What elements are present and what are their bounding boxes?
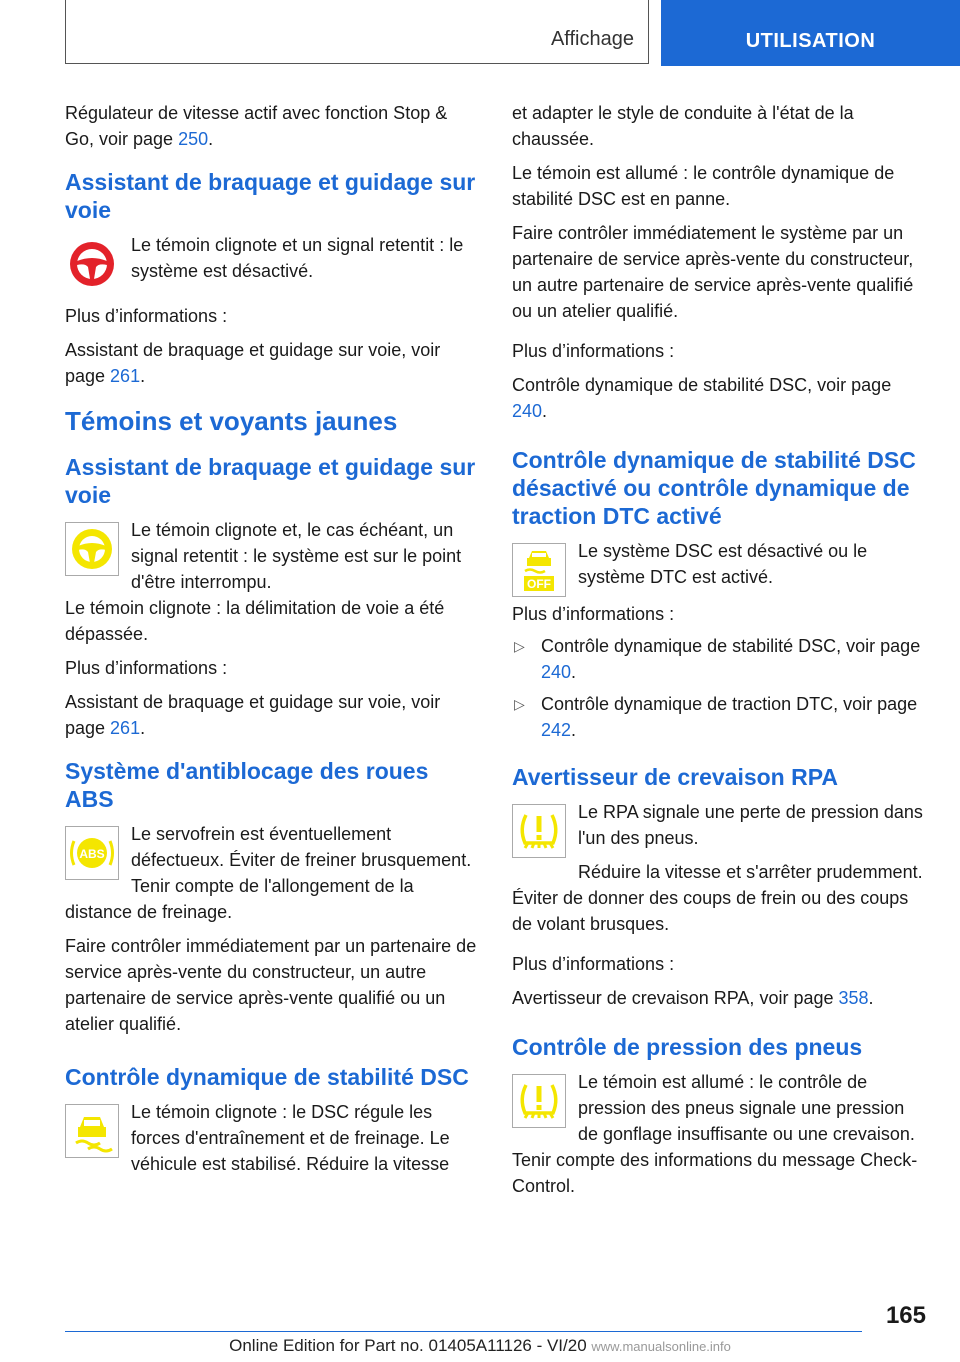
- dsc-off-icon: [512, 543, 566, 597]
- lane-departure-text: Le témoin clignote : la délimitation de voie a été dépassée.: [65, 598, 445, 644]
- list-item: ▷ Contrôle dynamique de stabilité DSC, voir page 240.: [512, 633, 926, 685]
- more-info-label: Plus d’informations :: [65, 658, 228, 678]
- dsc-failure-text: Le témoin est allumé : le contrôle dynamique de stabilité DSC est en panne.: [512, 163, 895, 209]
- abs-entry: [65, 821, 477, 925]
- page-link-240[interactable]: 240: [541, 662, 572, 682]
- page-link-240[interactable]: 240: [512, 401, 543, 421]
- footer-divider: [65, 1331, 862, 1332]
- rpa-ref: Avertisseur de crevaison RPA, voir page 358.: [512, 988, 874, 1008]
- page-link-242[interactable]: 242: [541, 720, 572, 740]
- left-column: [65, 100, 477, 1177]
- steering-wheel-yellow-icon: [65, 522, 119, 576]
- dsc-off-entry: [512, 538, 926, 601]
- section-title-steering-assist-red: Assistant de braquage et guidage sur voie: [65, 169, 476, 223]
- abs-warning-icon: [65, 826, 119, 880]
- dsc-check-text: Faire contrôler immédiatement le système par un partenaire de service après-vente du constructeur, un autre partenaire de service après-vente qualifié ou un atelier qualifié.: [512, 223, 914, 321]
- tire-pressure-entry: [512, 1069, 926, 1199]
- page-link-250[interactable]: 250: [178, 129, 209, 149]
- bullet-triangle-icon: ▷: [514, 696, 525, 712]
- section-title-steering-assist-yellow: Assistant de braquage et guidage sur voie: [65, 454, 476, 508]
- dsc-off-icon-label: OFF: [527, 577, 551, 591]
- section-title-abs: Système d'antiblocage des roues ABS: [65, 758, 429, 812]
- heading-yellow-lights: Témoins et voyants jaunes: [65, 406, 398, 436]
- rpa-entry: [512, 799, 926, 937]
- rpa-text: Le RPA signale une perte de pression dans l'un des pneus.: [578, 802, 923, 848]
- more-info-label: Plus d’informations :: [512, 954, 675, 974]
- dsc-off-text: Le système DSC est désactivé ou le système DTC est activé.: [578, 541, 868, 587]
- intro-paragraph: Régulateur de vitesse actif avec fonction Stop & Go, voir page 250.: [65, 103, 448, 149]
- page-number: 165: [885, 1302, 926, 1329]
- dsc-entry: [65, 1099, 477, 1177]
- steering-assist-ref: Assistant de braquage et guidage sur voie, voir page 261.: [65, 340, 441, 386]
- section-title-dsc: Contrôle dynamique de stabilité DSC: [65, 1064, 469, 1090]
- dsc-ref: Contrôle dynamique de stabilité DSC, voir page 240.: [512, 375, 892, 421]
- tire-pressure-text: Le témoin est allumé : le contrôle de pression des pneus signale une pression de gonflage insuffisante ou une crevaison. Tenir compte des informations du message Check-Control.: [512, 1072, 918, 1196]
- header-section-box: [65, 0, 649, 64]
- dsc-skidding-car-icon: [65, 1104, 119, 1158]
- footer-edition-text: Online Edition for Part no. 01405A11126 - VI/20: [229, 1336, 587, 1355]
- right-column: [512, 100, 926, 1199]
- steering-assist-red-entry: [65, 232, 477, 295]
- rpa-advice-text: Réduire la vitesse et s'arrêter prudemment. Éviter de donner des coups de frein ou des coups de volant brusques.: [512, 862, 923, 934]
- steering-assist-yellow-text: Le témoin clignote et, le cas échéant, un signal retentit : le système est sur le point d'être interrompu.: [131, 520, 462, 592]
- header-chapter-title: UTILISATION: [745, 30, 876, 52]
- steering-assist-red-text: Le témoin clignote et un signal retentit : le système est désactivé.: [131, 235, 464, 281]
- steering-wheel-red-icon: [65, 237, 119, 291]
- dsc-continuation-text: et adapter le style de conduite à l'état de la chaussée.: [512, 103, 854, 149]
- tire-pressure-monitor-icon: [512, 1074, 566, 1128]
- dsc-off-ref-list: [512, 633, 926, 743]
- header-section-title: Affichage: [550, 28, 634, 50]
- tire-pressure-warning-icon: [512, 804, 566, 858]
- steering-assist-yellow-ref: Assistant de braquage et guidage sur voie, voir page 261.: [65, 692, 441, 738]
- dsc-text: Le témoin clignote : le DSC régule les forces d'entraînement et de freinage. Le véhicule est stabilisé. Réduire la vitesse: [131, 1102, 450, 1174]
- section-title-dsc-off: Contrôle dynamique de stabilité DSC désactivé ou contrôle dynamique de traction DTC activé: [512, 447, 916, 529]
- abs-check-text: Faire contrôler immédiatement par un partenaire de service après-vente du constructeur, un autre partenaire de service après-vente qualifié ou un atelier qualifié.: [65, 936, 477, 1034]
- page-link-261[interactable]: 261: [110, 366, 141, 386]
- page-header: [0, 0, 960, 66]
- more-info-label: Plus d’informations :: [512, 341, 675, 361]
- header-chapter-tab: [661, 0, 960, 66]
- list-item: ▷ Contrôle dynamique de traction DTC, voir page 242.: [512, 691, 926, 743]
- more-info-label: Plus d’informations :: [65, 306, 228, 326]
- footer-edition: [0, 1336, 960, 1356]
- bullet-triangle-icon: ▷: [514, 638, 525, 654]
- more-info-label: Plus d’informations :: [512, 604, 675, 624]
- steering-assist-yellow-entry: [65, 517, 477, 595]
- abs-text: Le servofrein est éventuellement défectueux. Éviter de freiner brusquement. Tenir compte de l'allongement de la distance de freinage.: [65, 824, 472, 922]
- abs-icon-label: ABS: [79, 847, 105, 861]
- section-title-rpa: Avertisseur de crevaison RPA: [512, 764, 838, 790]
- section-title-tire-pressure: Contrôle de pression des pneus: [512, 1034, 863, 1060]
- page-link-261[interactable]: 261: [110, 718, 141, 738]
- page-link-358[interactable]: 358: [838, 988, 869, 1008]
- footer-watermark: www.manualsonline.info: [591, 1339, 731, 1354]
